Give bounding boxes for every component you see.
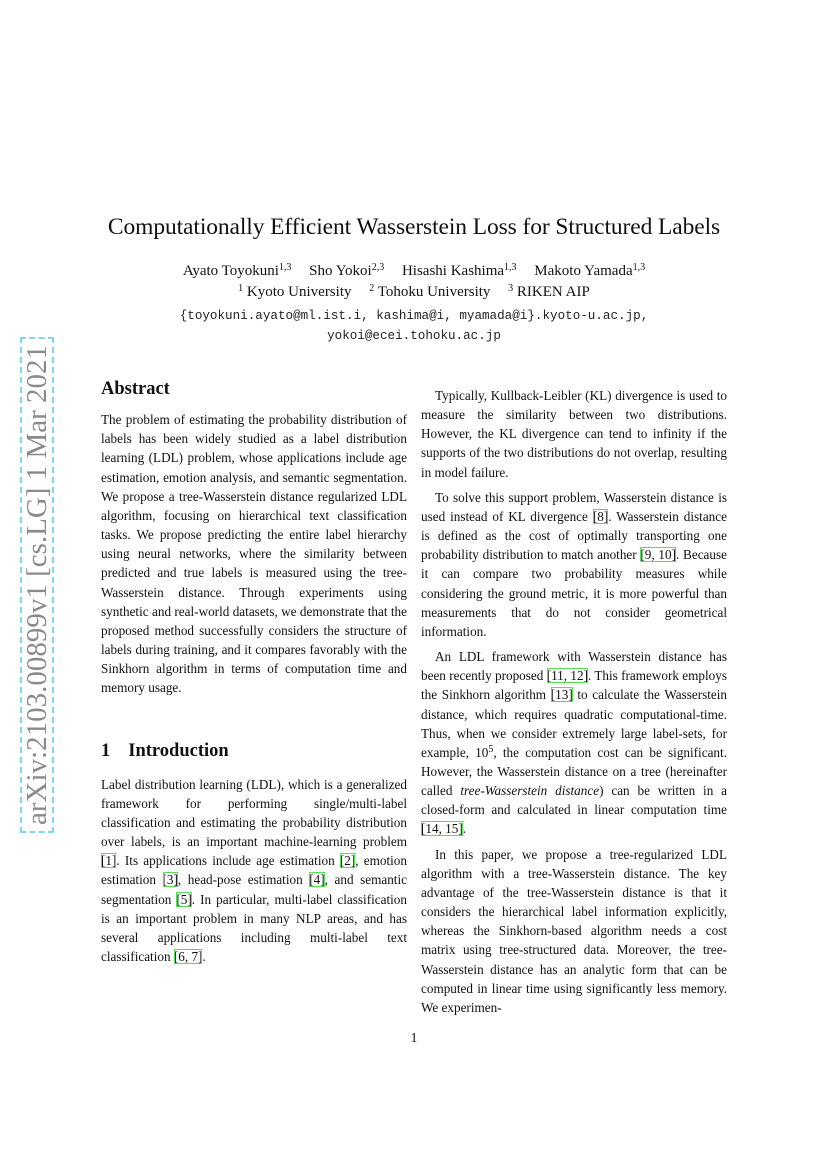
citation-link[interactable]: [3]: [162, 872, 178, 888]
section-title: Introduction: [128, 740, 229, 761]
body-paragraph: Typically, Kullback-Leibler (KL) divergence is used to measure the similarity between two distributions. However, the KL divergence can tend to infinity if the supports of the two distributions do not overlap, resulting in model failure.: [421, 388, 727, 480]
citation-link[interactable]: [2]: [339, 853, 356, 869]
author: Ayato Toyokuni$^{1,3}$: [182, 262, 292, 279]
email-line: yokoi@ecei.tohoku.ac.jp: [327, 329, 501, 343]
citation-link[interactable]: [11, 12]: [546, 668, 588, 684]
affiliation-list: [0, 284, 828, 301]
affiliation: $^2$ Tohoku University: [369, 283, 491, 300]
intro-paragraph: Label distribution learning (LDL), which is a generalized framework for performing single/multi-label classification and estimating the probability distribution over labels, is an important machine-learning problem [1]. Its applications include age estimation [2], emotion estimation [3], head-pose estimation [4], and semantic segmentation [5]. In particular, multi-label classification is an important problem in many NLP areas, and has several applications including multi-label text classification [6, 7].: [101, 776, 407, 965]
left-column: [101, 380, 407, 966]
abstract-heading: Abstract: [101, 379, 170, 399]
citation-link[interactable]: [1]: [101, 853, 117, 869]
email-block: [0, 306, 828, 346]
author-list: [0, 263, 828, 280]
email-line: {toyokuni.ayato@ml.ist.i, kashima@i, myamada@i}.kyoto-u.ac.jp,: [179, 309, 649, 323]
citation-link[interactable]: [14, 15]: [421, 821, 463, 837]
author: Hisashi Kashima$^{1,3}$: [401, 262, 517, 279]
section-number: 1: [101, 740, 111, 761]
author: Sho Yokoi$^{2,3}$: [309, 262, 385, 279]
citation-link[interactable]: [5]: [176, 891, 192, 907]
body-paragraph: An LDL framework with Wasserstein distance has been recently proposed [11, 12]. This framework employs the Sinkhorn algorithm [13] to calculate the Wasserstein distance, which requires quadratic computational-time. Thus, when we consider extremely large label-sets, for example, $10^5$, the computation cost can be significant. However, the Wasserstein distance on a tree (hereinafter called tree-Wasserstein distance) can be written in a closed-form and calculated in linear computation time [14, 15].: [421, 649, 727, 837]
affiliation: $^3$ RIKEN AIP: [508, 283, 590, 300]
arxiv-stamp-text: arXiv:2103.00899v1 [cs.LG] 1 Mar 2021: [20, 337, 54, 833]
page-number: 1: [410, 1030, 418, 1045]
abstract-text: The problem of estimating the probability distribution of labels has been widely studied as a label distribution learning (LDL) problem, whose applications include age estimation, emotion analysis, and semantic segmentation. We propose a tree-Wasserstein distance regularized LDL algorithm, focusing on hierarchical text classification tasks. We propose predicting the entire label hierarchy using neural networks, where the similarity between predicted and true labels is measured using the tree-Wasserstein distance. Through experiments using synthetic and real-world datasets, we demonstrate that the proposed method successfully considers the structure of labels during training, and it compares favorably with the Sinkhorn algorithm in terms of computation time and memory usage.: [101, 412, 407, 696]
right-column: [421, 386, 727, 1017]
citation-link[interactable]: [6, 7]: [173, 949, 203, 965]
section-heading-introduction: [101, 742, 407, 761]
citation-link[interactable]: [4]: [309, 872, 325, 888]
paper-title: Computationally Efficient Wasserstein Loss for Structured Labels: [107, 214, 721, 240]
body-paragraph: To solve this support problem, Wasserstein distance is used instead of KL divergence [8]. Wasserstein distance is defined as the cost of optimally transporting one probability distribution to match another [9, 10]. Because it can compare two probability measures while considering the ground metric, it is more powerful than measurements that do not consider geometrical information.: [421, 489, 727, 639]
affiliation: $^1$ Kyoto University: [238, 283, 352, 300]
author: Makoto Yamada$^{1,3}$: [534, 262, 646, 279]
citation-link[interactable]: [9, 10]: [640, 547, 677, 563]
body-paragraph: In this paper, we propose a tree-regularized LDL algorithm with a tree-Wasserstein distance. The key advantage of the tree-Wasserstein distance is that it considers the hierarchical label information explicitly, whereas the Sinkhorn-based algorithm needs a cost matrix using tree-structured data. Moreover, the tree-Wasserstein distance has an analytic form that can be computed in linear time using significantly less memory. We experimen-: [421, 846, 727, 1015]
citation-link[interactable]: [13]: [550, 687, 573, 703]
citation-link[interactable]: [8]: [592, 508, 609, 524]
